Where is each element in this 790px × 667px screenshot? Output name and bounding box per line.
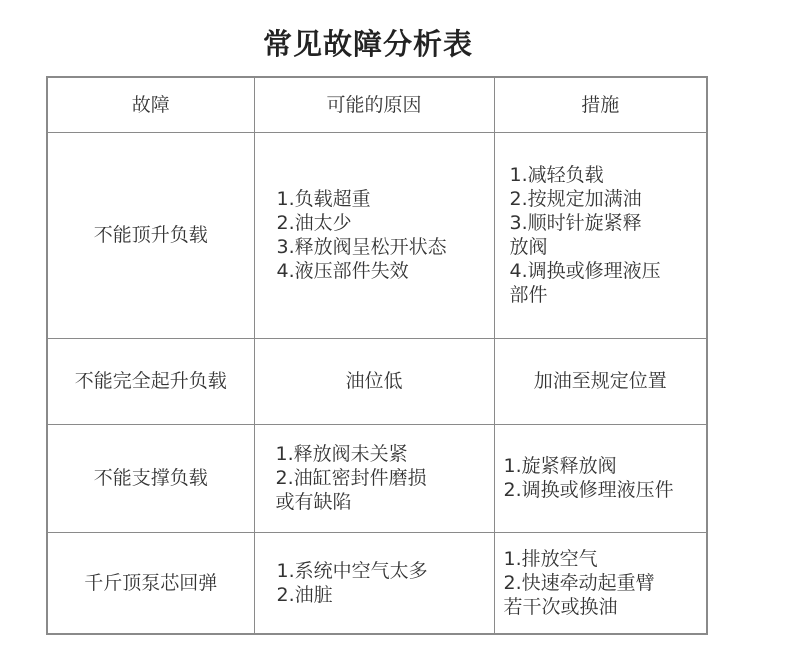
table-row (47, 132, 707, 338)
causes-cell (254, 424, 494, 532)
measure-item: 1.减轻负载 (509, 164, 604, 186)
measures-cell: 加油至规定位置 (494, 338, 707, 424)
measure-item: 2.调换或修理液压件 (503, 479, 674, 501)
fault-analysis-table (46, 76, 708, 635)
header-measures: 措施 (494, 77, 707, 132)
causes-cell (254, 532, 494, 634)
header-possible-cause: 可能的原因 (254, 77, 494, 132)
table-header-row (47, 77, 707, 132)
cause-item: 2.油脏 (276, 583, 333, 606)
cause-item: 2.油缸密封件磨损 (275, 467, 427, 489)
header-fault: 故障 (47, 77, 254, 132)
cause-item: 1.系统中空气太多 (276, 559, 428, 582)
fault-cell: 不能支撑负载 (47, 424, 254, 532)
fault-cell: 不能完全起升负载 (47, 338, 254, 424)
measure-item: 3.顺时针旋紧释 (509, 212, 642, 234)
causes-cell (254, 132, 494, 338)
measure-item: 2.按规定加满油 (509, 188, 642, 210)
cause-item: 1.释放阀未关紧 (275, 443, 408, 465)
measures-cell (494, 424, 707, 532)
measures-cell (494, 532, 707, 634)
measure-item: 4.调换或修理液压 (509, 260, 661, 282)
measure-item: 部件 (509, 284, 548, 306)
cause-item: 3.释放阀呈松开状态 (276, 236, 447, 258)
table-row (47, 532, 707, 634)
measure-item: 放阀 (509, 236, 548, 258)
causes-cell: 油位低 (254, 338, 494, 424)
measure-item: 1.排放空气 (503, 547, 598, 570)
cause-item: 或有缺陷 (275, 491, 352, 513)
fault-cell: 千斤顶泵芯回弹 (47, 532, 254, 634)
table-row (47, 424, 707, 532)
page-title: 常见故障分析表 (262, 27, 473, 61)
measures-cell (494, 132, 707, 338)
measure-item: 1.旋紧释放阀 (503, 455, 617, 477)
measure-item: 若干次或换油 (503, 595, 618, 618)
cause-item: 4.液压部件失效 (276, 260, 409, 282)
fault-cell: 不能顶升负载 (47, 132, 254, 338)
cause-item: 1.负载超重 (276, 188, 371, 210)
measure-item: 2.快速牵动起重臂 (503, 571, 655, 594)
table-row (47, 338, 707, 424)
cause-item: 2.油太少 (276, 212, 352, 234)
